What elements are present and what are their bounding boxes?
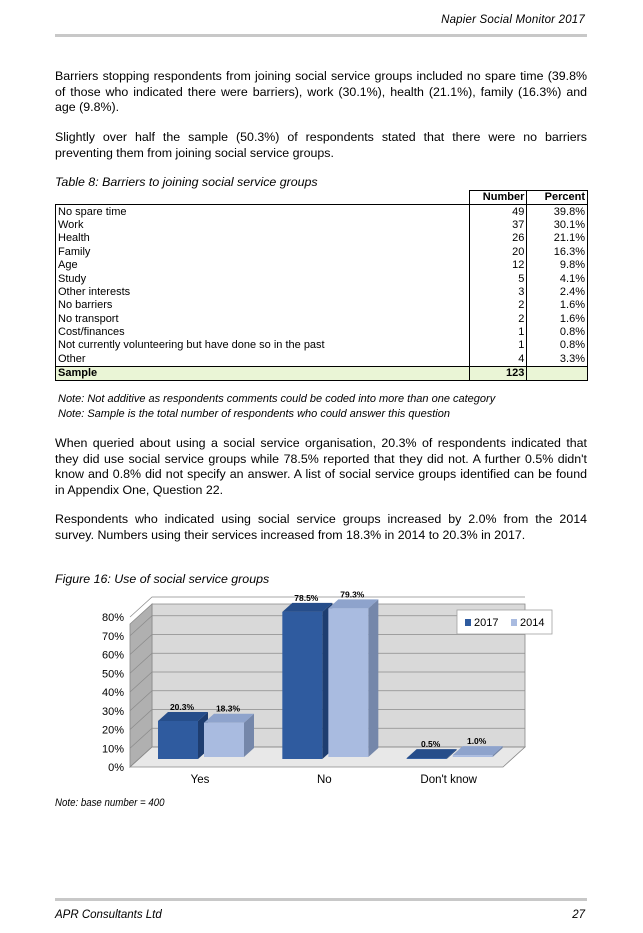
table-cell-label: Health	[56, 232, 470, 245]
table-cell-number: 2	[469, 299, 527, 312]
table-cell-percent: 0.8%	[527, 326, 588, 339]
y-tick-label: 40%	[101, 687, 124, 699]
table-cell-number: 49	[469, 205, 527, 219]
table-cell-number: 2	[469, 313, 527, 326]
table-row	[56, 339, 588, 352]
table-cell-number: 3	[469, 286, 527, 299]
y-tick-label: 50%	[101, 668, 124, 681]
table-cell-label: Family	[56, 246, 470, 259]
page-header	[55, 14, 587, 37]
table-cell-number: 20	[469, 246, 527, 259]
bar-2017-dontknow	[407, 758, 447, 759]
data-label: 20.3%	[169, 701, 195, 712]
table-row	[56, 326, 588, 339]
y-tick-label: 20%	[101, 724, 124, 737]
legend-swatch	[511, 619, 517, 626]
paragraph-no-barriers: Slightly over half the sample (50.3%) of respondents stated that there were no barriers preventing them from joining social service groups.	[55, 130, 587, 160]
table-cell-sample-number: 123	[469, 367, 527, 381]
table-cell-sample-label: Sample	[56, 367, 470, 381]
bar-2017-no	[282, 612, 322, 759]
table-cell-number: 5	[469, 272, 527, 285]
table-header-row	[56, 191, 588, 205]
chart-side-wall	[130, 604, 152, 767]
paragraph-increase: Respondents who indicated using social service groups increased by 2.0% from the 2014 survey. Numbers using their services increased from 18.3% in 2014 to 20.3% in 2017.	[55, 512, 587, 542]
table-header-percent: Percent	[527, 191, 588, 205]
table-header-blank	[56, 191, 470, 205]
bar-side	[368, 599, 378, 757]
table-row	[56, 286, 588, 299]
x-category-label: Don't know	[420, 774, 477, 786]
table-cell-label: Other interests	[56, 286, 470, 299]
table-row	[56, 232, 588, 245]
paragraph-usage: When queried about using a social service organisation, 20.3% of respondents indicated that they did use social service groups while 78.5% reported that they did not. A further 0.5% didn't know and 0.8% did not specify an answer. A list of social service groups identified can be found in Appendix One, Question 22.	[55, 436, 587, 497]
legend-label: 2017	[474, 617, 499, 629]
table-row	[56, 272, 588, 285]
table-cell-empty	[527, 367, 588, 381]
table-cell-percent: 30.1%	[527, 219, 588, 232]
table-header-number: Number	[469, 191, 527, 205]
barriers-table	[55, 190, 588, 381]
footer-page-number: 27	[572, 909, 585, 921]
table-cell-percent: 2.4%	[527, 286, 588, 299]
bar-2017-yes	[158, 721, 198, 759]
data-label: 1.0%	[466, 736, 487, 747]
y-tick-label: 10%	[101, 743, 124, 756]
bar-2014-yes	[204, 723, 244, 757]
table-cell-percent: 0.8%	[527, 339, 588, 352]
page-footer	[55, 898, 587, 921]
table-row	[56, 353, 588, 367]
table-note-additive: Note: Not additive as respondents comments could be coded into more than one category	[58, 393, 496, 405]
y-tick-label: 70%	[101, 630, 124, 643]
table-cell-label: Cost/finances	[56, 326, 470, 339]
table-cell-number: 4	[469, 353, 527, 367]
table-cell-label: No transport	[56, 313, 470, 326]
paragraph-barriers: Barriers stopping respondents from joining social service groups included no spare time (39.8% of those who indicated there were barriers), work (30.1%), health (21.1%), family (16.3%) and age (9.8%).	[55, 69, 587, 114]
table-cell-number: 12	[469, 259, 527, 272]
header-title: Napier Social Monitor 2017	[441, 14, 585, 26]
figure-caption: Figure 16: Use of social service groups	[55, 572, 270, 586]
table-row	[56, 313, 588, 326]
table-cell-percent: 3.3%	[527, 353, 588, 367]
table-cell-number: 26	[469, 232, 527, 245]
data-label: 0.5%	[420, 739, 441, 750]
table-cell-number: 1	[469, 339, 527, 352]
table-row	[56, 205, 588, 219]
table-row	[56, 246, 588, 259]
data-label: 79.3%	[340, 589, 365, 600]
table-cell-label: No barriers	[56, 299, 470, 312]
data-label: 78.5%	[294, 592, 319, 603]
y-tick-label: 60%	[101, 649, 124, 662]
table-cell-label: Age	[56, 259, 470, 272]
table-cell-number: 1	[469, 326, 527, 339]
data-label: 18.3%	[215, 703, 241, 714]
table-row	[56, 219, 588, 232]
table-cell-label: Work	[56, 219, 470, 232]
x-category-label: Yes	[190, 774, 210, 786]
table-cell-percent: 1.6%	[527, 299, 588, 312]
table-cell-percent: 9.8%	[527, 259, 588, 272]
legend-swatch	[465, 619, 471, 626]
table-cell-label: Other	[56, 353, 470, 367]
table-row	[56, 299, 588, 312]
bar-2014-no	[328, 608, 368, 757]
figure-note: Note: base number = 400	[55, 797, 165, 809]
table-cell-number: 37	[469, 219, 527, 232]
table-cell-label: Not currently volunteering but have done so in the past	[56, 339, 470, 352]
table-cell-label: No spare time	[56, 205, 470, 219]
table-cell-percent: 39.8%	[527, 205, 588, 219]
table-cell-percent: 16.3%	[527, 246, 588, 259]
usage-chart	[55, 589, 545, 792]
table-cell-percent: 1.6%	[527, 313, 588, 326]
y-tick-label: 0%	[108, 762, 124, 774]
table-row-sample	[56, 367, 588, 381]
table-row	[56, 259, 588, 272]
table-cell-label: Study	[56, 272, 470, 285]
x-category-label: No	[316, 774, 332, 786]
legend-label: 2014	[520, 617, 545, 629]
bar-2014-dontknow	[453, 755, 493, 757]
table-cell-percent: 4.1%	[527, 272, 588, 285]
y-tick-label: 30%	[101, 705, 124, 718]
table-note-sample: Note: Sample is the total number of respondents who could answer this question	[58, 408, 450, 420]
footer-company: APR Consultants Ltd	[55, 909, 162, 921]
table-cell-percent: 21.1%	[527, 232, 588, 245]
table-caption: Table 8: Barriers to joining social service groups	[55, 175, 318, 189]
y-tick-label: 80%	[101, 612, 124, 624]
